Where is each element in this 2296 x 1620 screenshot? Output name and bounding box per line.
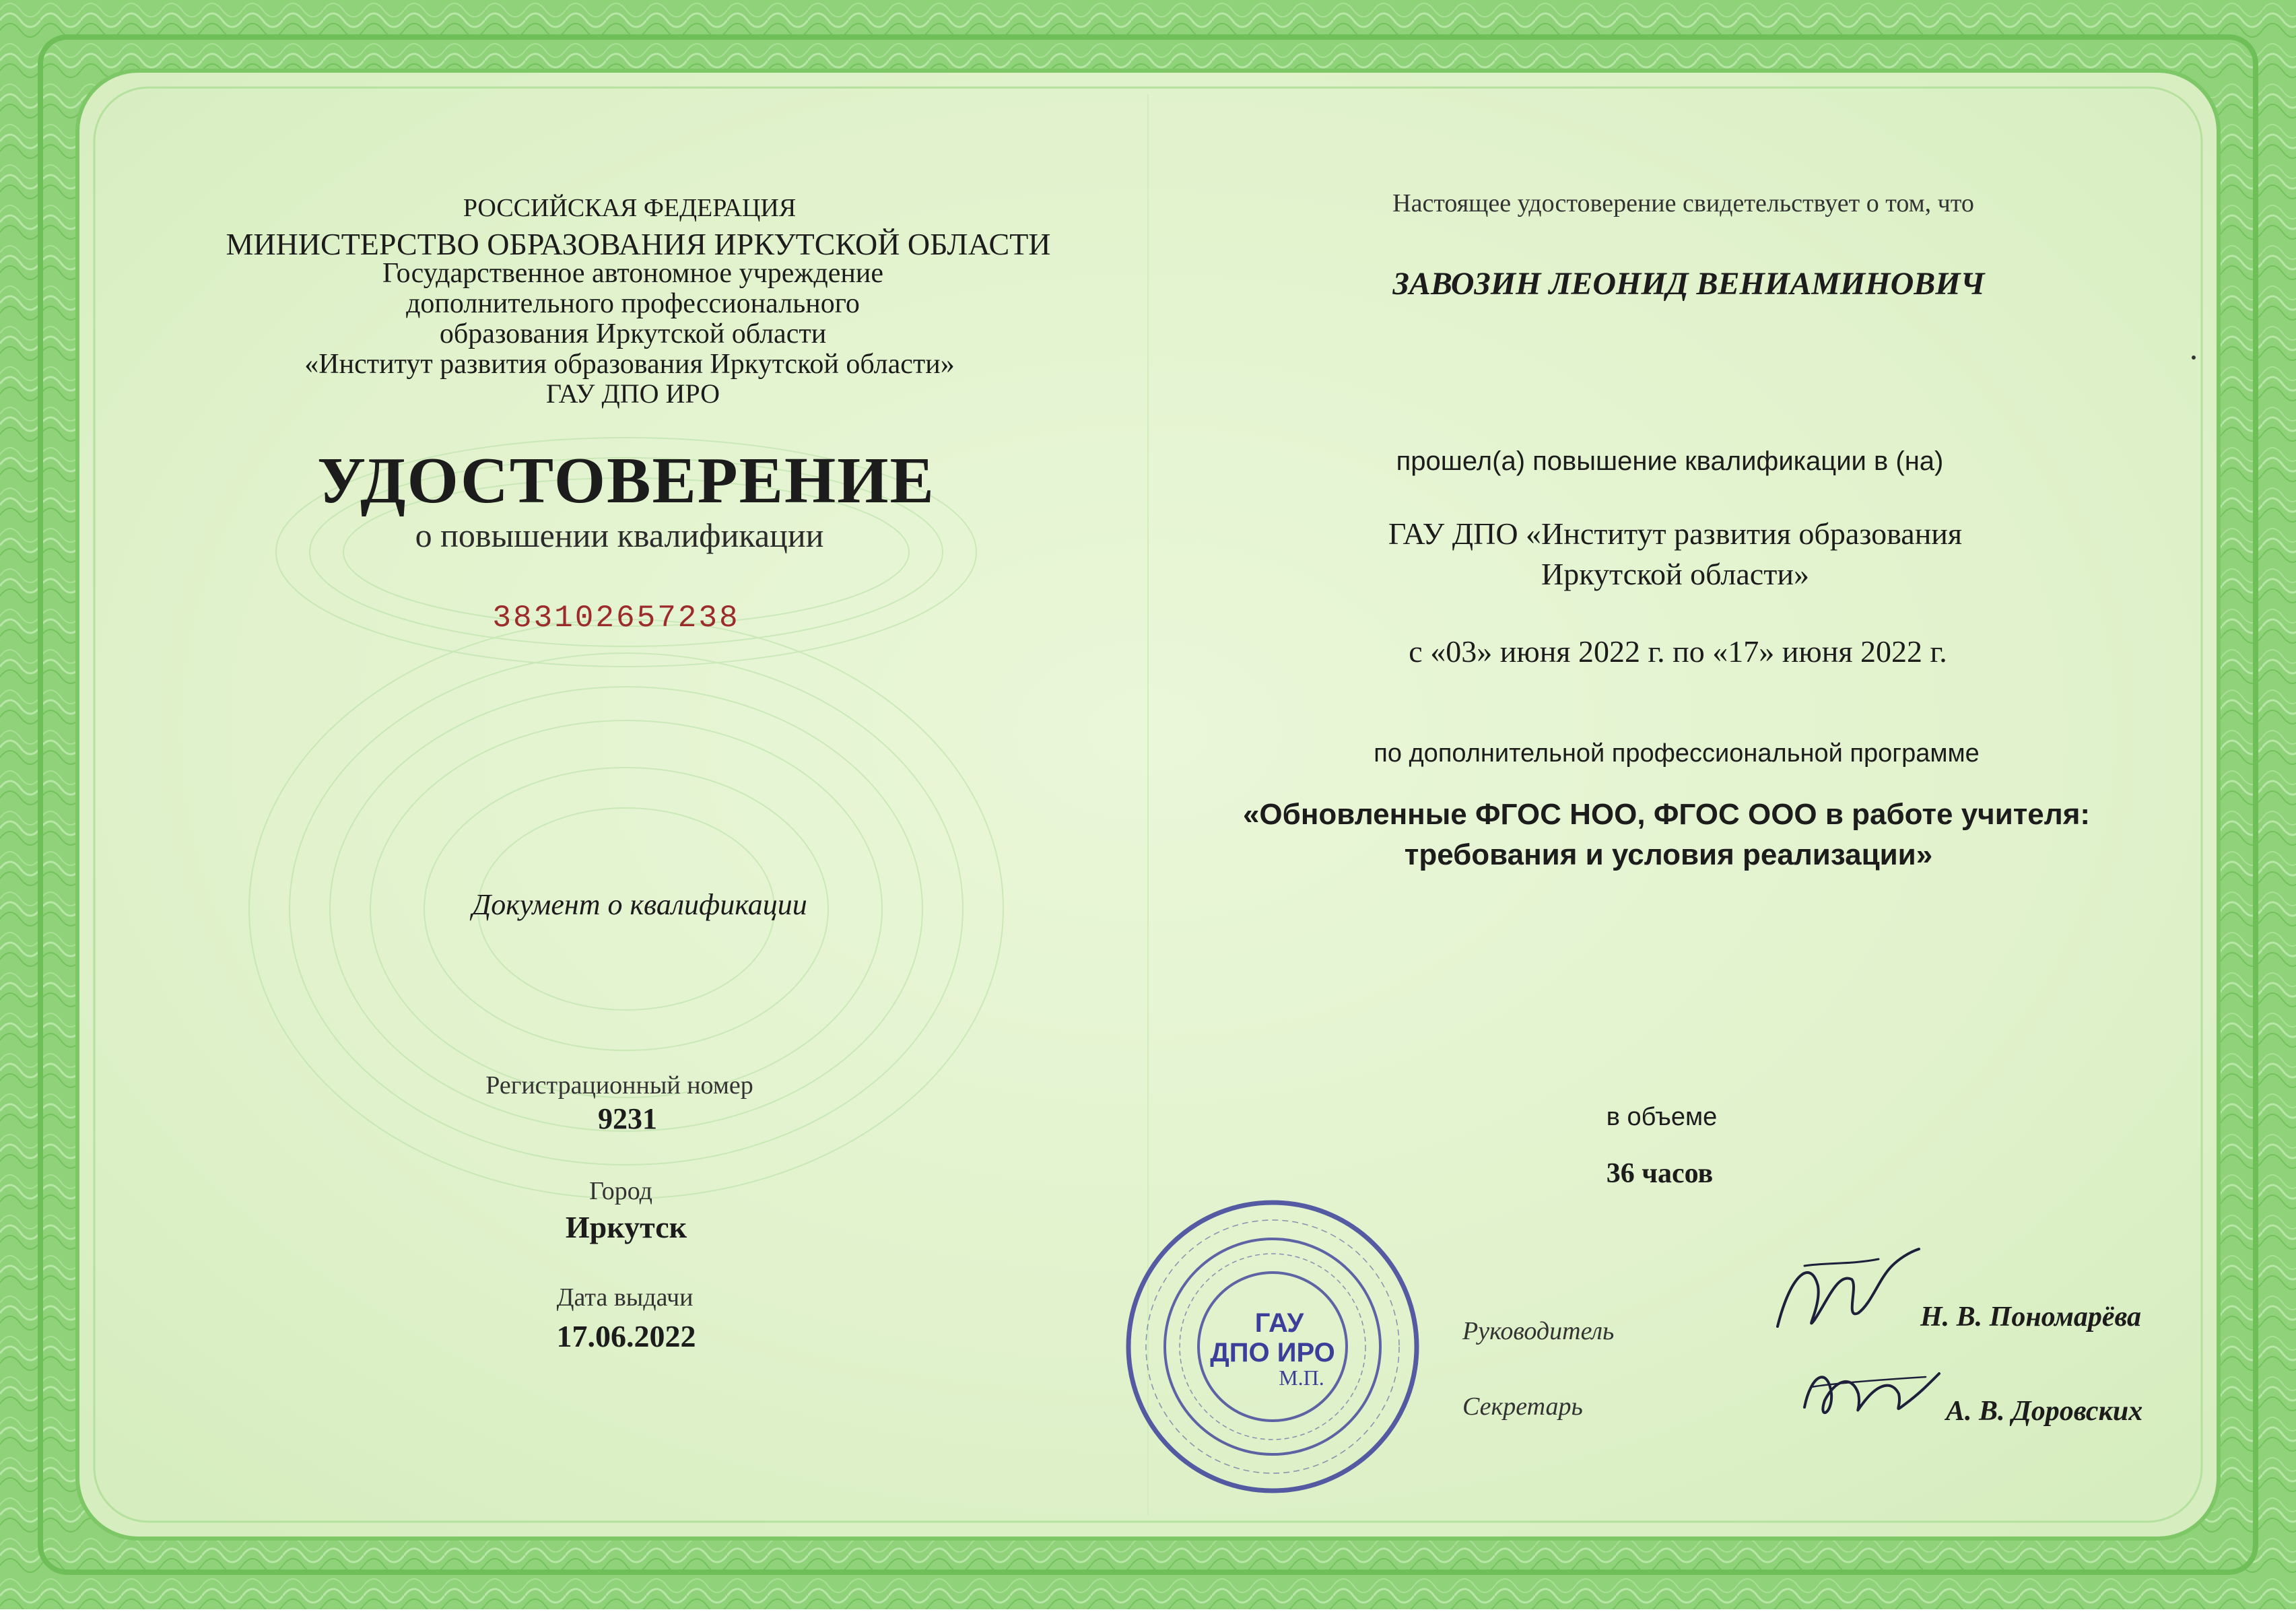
- volume-value: 36 часов: [1606, 1158, 1714, 1189]
- serial-number: 383102657238: [492, 601, 740, 636]
- program-title-line: требования и условия реализации»: [1404, 838, 1933, 871]
- organization-line: ГАУ ДПО «Институт развития образования: [1388, 516, 1963, 551]
- stamp-text: ГАУ: [1254, 1308, 1304, 1338]
- document-subtitle: о повышении квалификации: [415, 516, 824, 554]
- program-title-line: «Обновленные ФГОС НОО, ФГОС ООО в работе учителя:: [1242, 798, 2091, 831]
- stamp-mp-label: М.П.: [1279, 1365, 1324, 1390]
- signatory-name-secretary: А. В. Доровских: [1946, 1396, 2143, 1427]
- institution-line: «Институт развития образования Иркутской области»: [304, 349, 955, 380]
- completed-text: прошел(а) повышение квалификации в (на): [1396, 446, 1944, 476]
- country-name: РОССИЙСКАЯ ФЕДЕРАЦИЯ: [463, 194, 797, 222]
- signature-director: [1764, 1246, 1926, 1353]
- training-period: с «03» июня 2022 г. по «17» июня 2022 г.: [1409, 634, 1947, 669]
- ministry-name: МИНИСТЕРСТВО ОБРАЗОВАНИЯ ИРКУТСКОЙ ОБЛАСТИ: [226, 227, 1051, 261]
- intro-text: Настоящее удостоверение свидетельствует о том, что: [1392, 189, 1974, 217]
- city-label: Город: [589, 1177, 652, 1205]
- signatory-name-director: Н. В. Пономарёва: [1920, 1302, 2141, 1332]
- signature-role-secretary: Секретарь: [1462, 1392, 1583, 1421]
- document-title: УДОСТОВЕРЕНИЕ: [317, 444, 935, 517]
- volume-label: в объеме: [1606, 1103, 1718, 1131]
- institution-line: дополнительного профессионального: [406, 288, 860, 319]
- recipient-name: ЗАВОЗИН ЛЕОНИД ВЕНИАМИНОВИЧ: [1392, 266, 1985, 302]
- ink-dot: [2192, 356, 2196, 360]
- reg-number-value: 9231: [598, 1102, 657, 1135]
- document-type: Документ о квалификации: [472, 888, 807, 921]
- institution-line: образования Иркутской области: [439, 318, 827, 349]
- issue-date-label: Дата выдачи: [556, 1283, 694, 1312]
- signature-role-director: Руководитель: [1462, 1317, 1615, 1345]
- city-value: Иркутск: [565, 1210, 687, 1244]
- official-stamp: [1121, 1195, 1424, 1498]
- signature-secretary: [1791, 1347, 1953, 1434]
- organization-line: Иркутской области»: [1541, 557, 1809, 591]
- reg-number-label: Регистрационный номер: [485, 1071, 753, 1100]
- issue-date-value: 17.06.2022: [556, 1319, 696, 1353]
- institution-abbr: ГАУ ДПО ИРО: [545, 378, 720, 409]
- program-intro: по дополнительной профессиональной программе: [1374, 739, 1980, 768]
- stamp-text: ДПО ИРО: [1210, 1338, 1335, 1368]
- institution-line: Государственное автономное учреждение: [382, 258, 883, 289]
